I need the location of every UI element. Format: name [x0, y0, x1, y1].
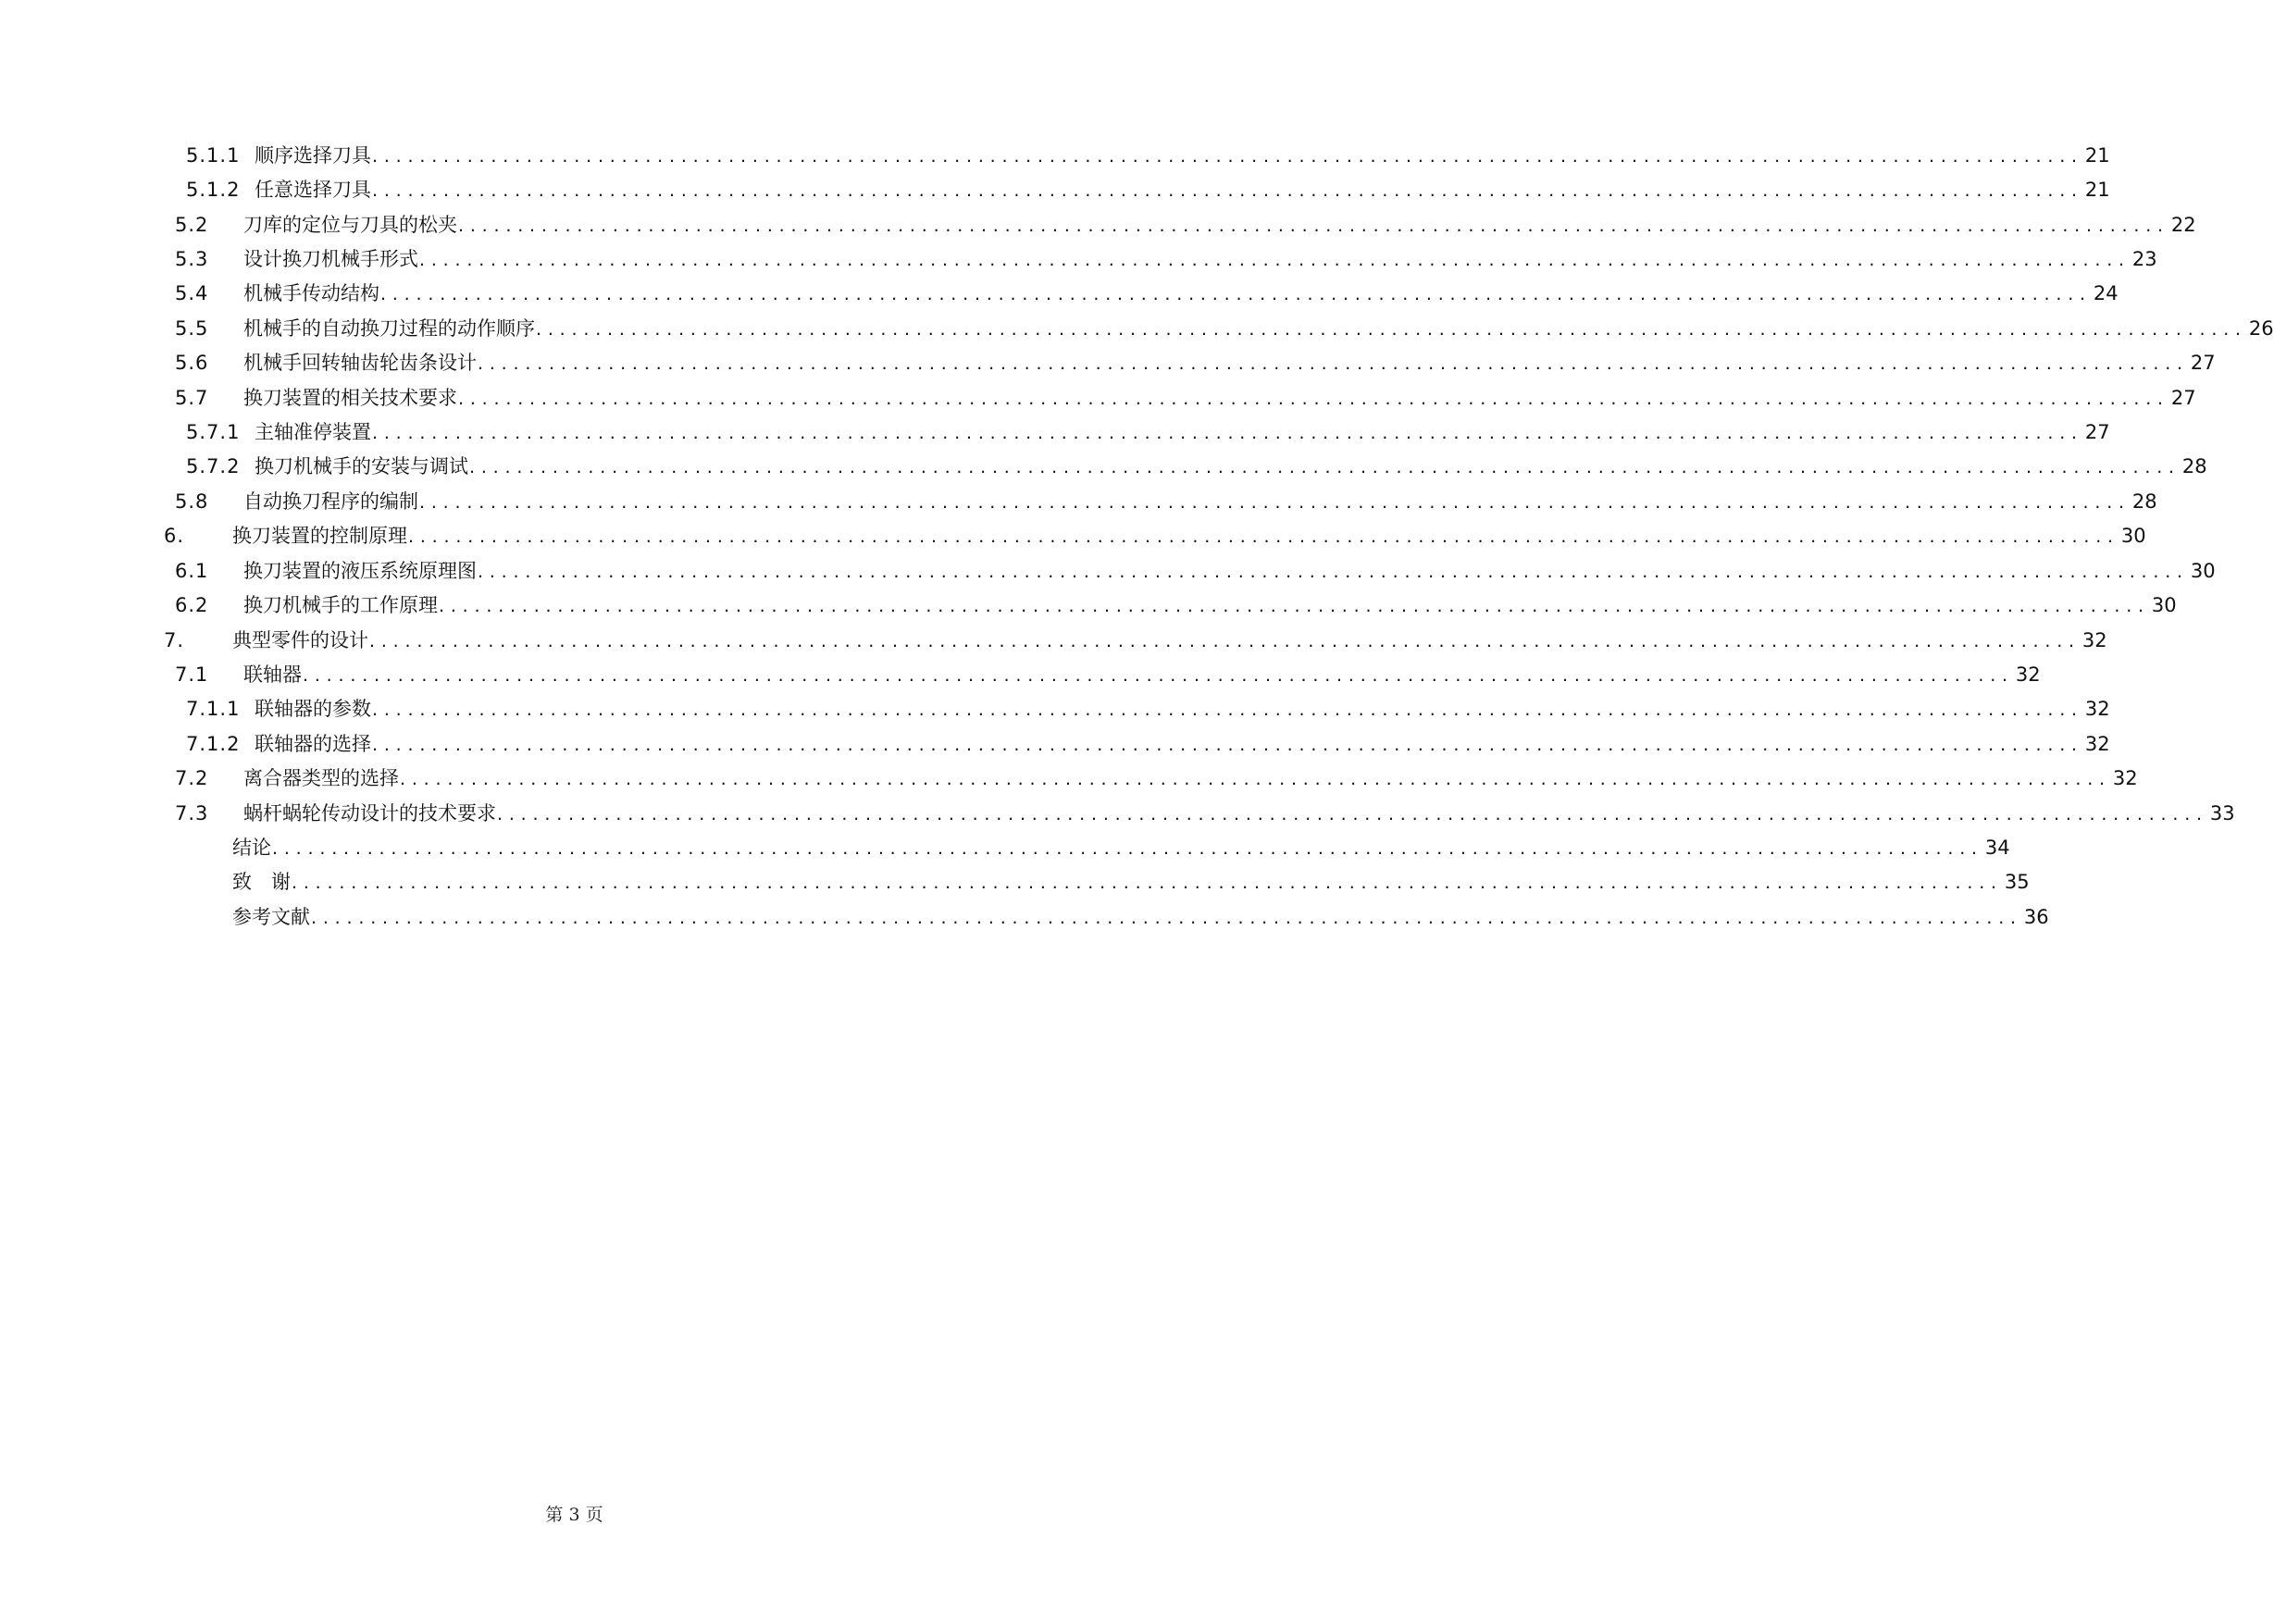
toc-leader-dots: ................................................................................................................................................	[497, 804, 2208, 824]
toc-entry[interactable]	[186, 417, 2110, 447]
toc-entry-title: 换刀装置的液压系统原理图	[243, 560, 477, 582]
toc-entry[interactable]	[175, 660, 2041, 689]
toc-entry-page: 32	[2015, 663, 2041, 686]
toc-entry-page: 32	[2084, 733, 2110, 755]
toc-leader-dots: ................................................................................................................................................	[311, 908, 2022, 928]
toc-entry-page: 27	[2190, 352, 2216, 374]
toc-leader-dots: ................................................................................................................................................	[478, 562, 2189, 582]
toc-entry[interactable]	[164, 833, 2010, 862]
toc-entry-page: 32	[2084, 698, 2110, 720]
toc-entry-title: 换刀机械手的工作原理	[243, 594, 438, 616]
toc-entry-number: 7.1	[175, 663, 209, 686]
toc-entry-title: 离合器类型的选择	[243, 767, 399, 789]
toc-entry-page: 27	[2170, 387, 2196, 409]
toc-entry-number: 5.2	[175, 214, 209, 236]
toc-entry-number: 6.2	[175, 594, 209, 616]
toc-entry-page: 26	[2248, 317, 2274, 340]
toc-leader-dots: ................................................................................................................................................	[408, 527, 2119, 547]
toc-entry-number: 5.4	[175, 282, 209, 304]
toc-leader-dots: ................................................................................................................................................	[439, 596, 2150, 616]
toc-entry[interactable]	[175, 383, 2196, 413]
toc-leader-dots: ................................................................................................................................................	[458, 216, 2169, 236]
toc-leader-dots: ................................................................................................................................................	[372, 735, 2083, 755]
toc-entry-title: 结论	[232, 837, 271, 859]
toc-entry[interactable]	[175, 487, 2157, 516]
toc-entry-page: 22	[2170, 214, 2196, 236]
toc-entry[interactable]	[175, 279, 2119, 308]
toc-entry-number: 5.5	[175, 317, 209, 340]
toc-entry-page: 30	[2151, 594, 2177, 616]
toc-entry-title: 自动换刀程序的编制	[243, 490, 418, 513]
toc-entry-title: 换刀装置的相关技术要求	[243, 387, 457, 409]
toc-entry-title: 蜗杆蜗轮传动设计的技术要求	[243, 802, 496, 824]
toc-entry-page: 33	[2209, 802, 2235, 824]
toc-entry-number: 5.8	[175, 490, 209, 513]
toc-entry-title: 刀库的定位与刀具的松夹	[243, 214, 457, 236]
toc-entry-page: 35	[2004, 871, 2030, 893]
toc-leader-dots: ................................................................................................................................................	[303, 665, 2014, 686]
toc-entry[interactable]	[175, 763, 2138, 793]
toc-entry-page: 21	[2084, 144, 2110, 167]
toc-entry-number: 6.1	[175, 560, 209, 582]
toc-entry-number: 7.1.1	[186, 698, 241, 720]
toc-leader-dots: ................................................................................................................................................	[369, 631, 2081, 651]
toc-entry[interactable]	[164, 867, 2030, 897]
toc-entry-number: 5.3	[175, 248, 209, 270]
toc-entry[interactable]	[175, 314, 2274, 343]
toc-entry[interactable]	[175, 244, 2157, 274]
toc-entry-page: 27	[2084, 421, 2110, 443]
toc-entry-title: 换刀装置的控制原理	[232, 525, 407, 547]
toc-entry-title: 联轴器	[243, 663, 302, 686]
toc-entry-number: 5.7.1	[186, 421, 241, 443]
toc-entry-page: 32	[2112, 767, 2138, 789]
toc-leader-dots: ................................................................................................................................................	[469, 457, 2181, 477]
toc-entry-title: 主轴准停装置	[255, 421, 371, 443]
toc-leader-dots: ................................................................................................................................................	[458, 389, 2169, 409]
toc-entry-page: 24	[2093, 282, 2119, 304]
toc-entry-number: 5.1.1	[186, 144, 241, 167]
toc-entry-title: 设计换刀机械手形式	[243, 248, 418, 270]
toc-entry-page: 34	[1984, 837, 2010, 859]
toc-entry-number: 5.7	[175, 387, 209, 409]
toc-leader-dots: ................................................................................................................................................	[478, 353, 2189, 374]
toc-entry[interactable]	[186, 141, 2110, 170]
toc-entry[interactable]	[186, 452, 2207, 481]
toc-entry[interactable]	[175, 556, 2216, 586]
toc-entry-title: 联轴器的选择	[255, 733, 371, 755]
toc-entry-title: 换刀机械手的安装与调试	[255, 455, 468, 477]
toc-entry-page: 36	[2023, 906, 2049, 928]
toc-leader-dots: ................................................................................................................................................	[380, 284, 2092, 304]
toc-entry[interactable]	[186, 729, 2110, 759]
toc-entry[interactable]	[175, 348, 2216, 378]
toc-entry-title: 典型零件的设计	[232, 629, 368, 651]
toc-leader-dots: ................................................................................................................................................	[372, 700, 2083, 720]
toc-leader-dots: ................................................................................................................................................	[292, 873, 2003, 893]
toc-entry-number: 7.3	[175, 802, 209, 824]
toc-entry-title: 机械手传动结构	[243, 282, 379, 304]
page-number-footer: 第 3 页	[545, 1505, 603, 1525]
toc-entry-number: 6.	[164, 525, 185, 547]
toc-entry-title: 致 谢	[232, 871, 291, 893]
toc-entry[interactable]	[186, 175, 2110, 205]
toc-entry-title: 联轴器的参数	[255, 698, 371, 720]
toc-leader-dots: ................................................................................................................................................	[372, 423, 2083, 443]
toc-leader-dots: ................................................................................................................................................	[419, 250, 2131, 270]
toc-entry-page: 30	[2190, 560, 2216, 582]
toc-leader-dots: ................................................................................................................................................	[372, 146, 2083, 167]
toc-entry-title: 任意选择刀具	[255, 179, 371, 201]
toc-entry-number: 7.2	[175, 767, 209, 789]
toc-entry-title: 顺序选择刀具	[255, 144, 371, 167]
toc-entry[interactable]	[175, 799, 2235, 828]
toc-entry[interactable]	[164, 902, 2049, 932]
toc-entry[interactable]	[175, 210, 2196, 240]
toc-entry-page: 28	[2181, 455, 2207, 477]
toc-entry-number: 7.1.2	[186, 733, 241, 755]
toc-entry-page: 21	[2084, 179, 2110, 201]
toc-leader-dots: ................................................................................................................................................	[272, 838, 1983, 859]
toc-entry-title: 机械手的自动换刀过程的动作顺序	[243, 317, 535, 340]
toc-entry-page: 23	[2131, 248, 2157, 270]
toc-entry-page: 28	[2131, 490, 2157, 513]
toc-entry-title: 参考文献	[232, 906, 310, 928]
toc-entry[interactable]	[175, 590, 2177, 620]
toc-entry-title: 机械手回转轴齿轮齿条设计	[243, 352, 477, 374]
toc-leader-dots: ................................................................................................................................................	[372, 180, 2083, 201]
toc-entry-page: 30	[2120, 525, 2146, 547]
toc-leader-dots: ................................................................................................................................................	[419, 492, 2131, 513]
toc-leader-dots: ................................................................................................................................................	[400, 769, 2111, 789]
toc-entry-number: 5.7.2	[186, 455, 241, 477]
toc-entry-page: 32	[2081, 629, 2107, 651]
toc-entry[interactable]	[164, 521, 2146, 551]
toc-entry-number: 5.1.2	[186, 179, 241, 201]
toc-entry-number: 5.6	[175, 352, 209, 374]
toc-entry[interactable]	[186, 694, 2110, 724]
toc-entry[interactable]	[164, 626, 2107, 655]
toc-leader-dots: ................................................................................................................................................	[536, 319, 2247, 340]
toc-entry-number: 7.	[164, 629, 185, 651]
